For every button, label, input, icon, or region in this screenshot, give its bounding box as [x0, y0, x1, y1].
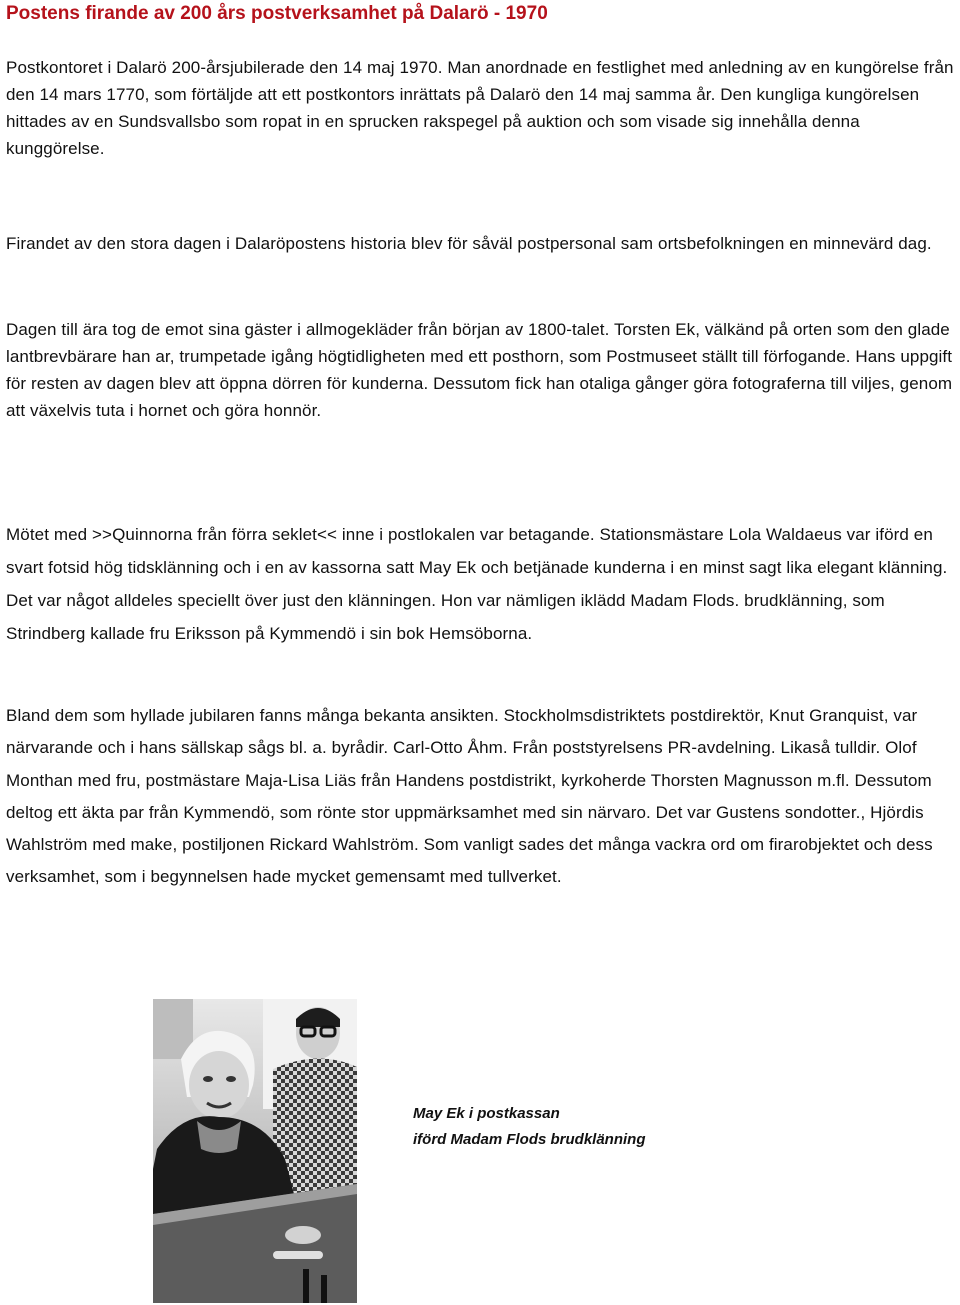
paragraph-meeting: Mötet med >>Quinnorna från förra seklet<< inne i postlokalen var betagande. Stationsmästare Lola Waldaeus var iförd en svart fotsid hög tidsklänning och i en av kassorna satt May Ek och betjänade kunderna i en minst sagt lika elegant klänning. Det var något alldeles speciellt över just den klänningen. Hon var nämligen iklädd Madam Flods. brudklänning, som Strindberg kallade fru Eriksson på Kymmendö i sin bok Hemsöborna. — [6, 525, 948, 643]
paragraph-intro: Postkontoret i Dalarö 200-årsjubilerade den 14 maj 1970. Man anordnade en festlighet med anledning av en kungörelse från den 14 mars 1770, som förtäljde att ett postkontors inrättats på Dalarö den 14 maj samma år. Den kungliga kungörelsen hittades av en Sundsvallsbo som ropat in en sprucken rakspegel på auktion och som visade sig innehålla denna kunggörelse. — [6, 58, 954, 158]
caption-line-1: May Ek i postkassan — [413, 1105, 560, 1122]
caption-line-2: iförd Madam Flods brudklänning — [413, 1131, 646, 1148]
photo-may-ek — [153, 999, 357, 1303]
photo-illustration — [153, 999, 357, 1303]
photo-caption — [413, 1101, 646, 1153]
paragraph-honorees: Bland dem som hyllade jubilaren fanns många bekanta ansikten. Stockholmsdistriktets postdirektör, Knut Granquist, var närvarande och i hans sällskap sågs bl. a. byrådir. Carl-Otto Åhm. Från poststyrelsens PR-avdelning. Likaså tulldir. Olof Monthan med fru, postmästare Maja-Lisa Liäs från Handens postdistrikt, kyrkoherde Thorsten Magnusson m.fl. Dessutom deltog ett äkta par från Kymmendö, som rönte stor uppmärksamhet med sin närvaro. Det var Gustens sondotter., Hjördis Wahlström med make, postiljonen Rickard Wahlström. Som vanligt sades det många vackra ord om firarobjektet och dess verksamhet, som i begynnelsen hade mycket gemensamt med tullverket. — [6, 706, 933, 887]
article-title: Postens firande av 200 års postverksamhet på Dalarö - 1970 — [6, 3, 548, 24]
paragraph-guests-costumes: Dagen till ära tog de emot sina gäster i allmogekläder från början av 1800-talet. Torsten Ek, välkänd på orten som den glade lantbrevbärare han ar, trumpetade igång högtidligheten med ett posthorn, som Postmuseet ställt till förfogande. Hans uppgift för resten av dagen blev att öppna dörren för kunderna. Dessutom fick han otaliga gånger göra fotograferna till viljes, genom att växelvis tuta i hornet och göra honnör. — [6, 320, 953, 420]
paragraph-celebration: Firandet av den stora dagen i Dalaröpostens historia blev för såväl postpersonal sam ortsbefolkningen en minnevärd dag. — [6, 234, 932, 253]
